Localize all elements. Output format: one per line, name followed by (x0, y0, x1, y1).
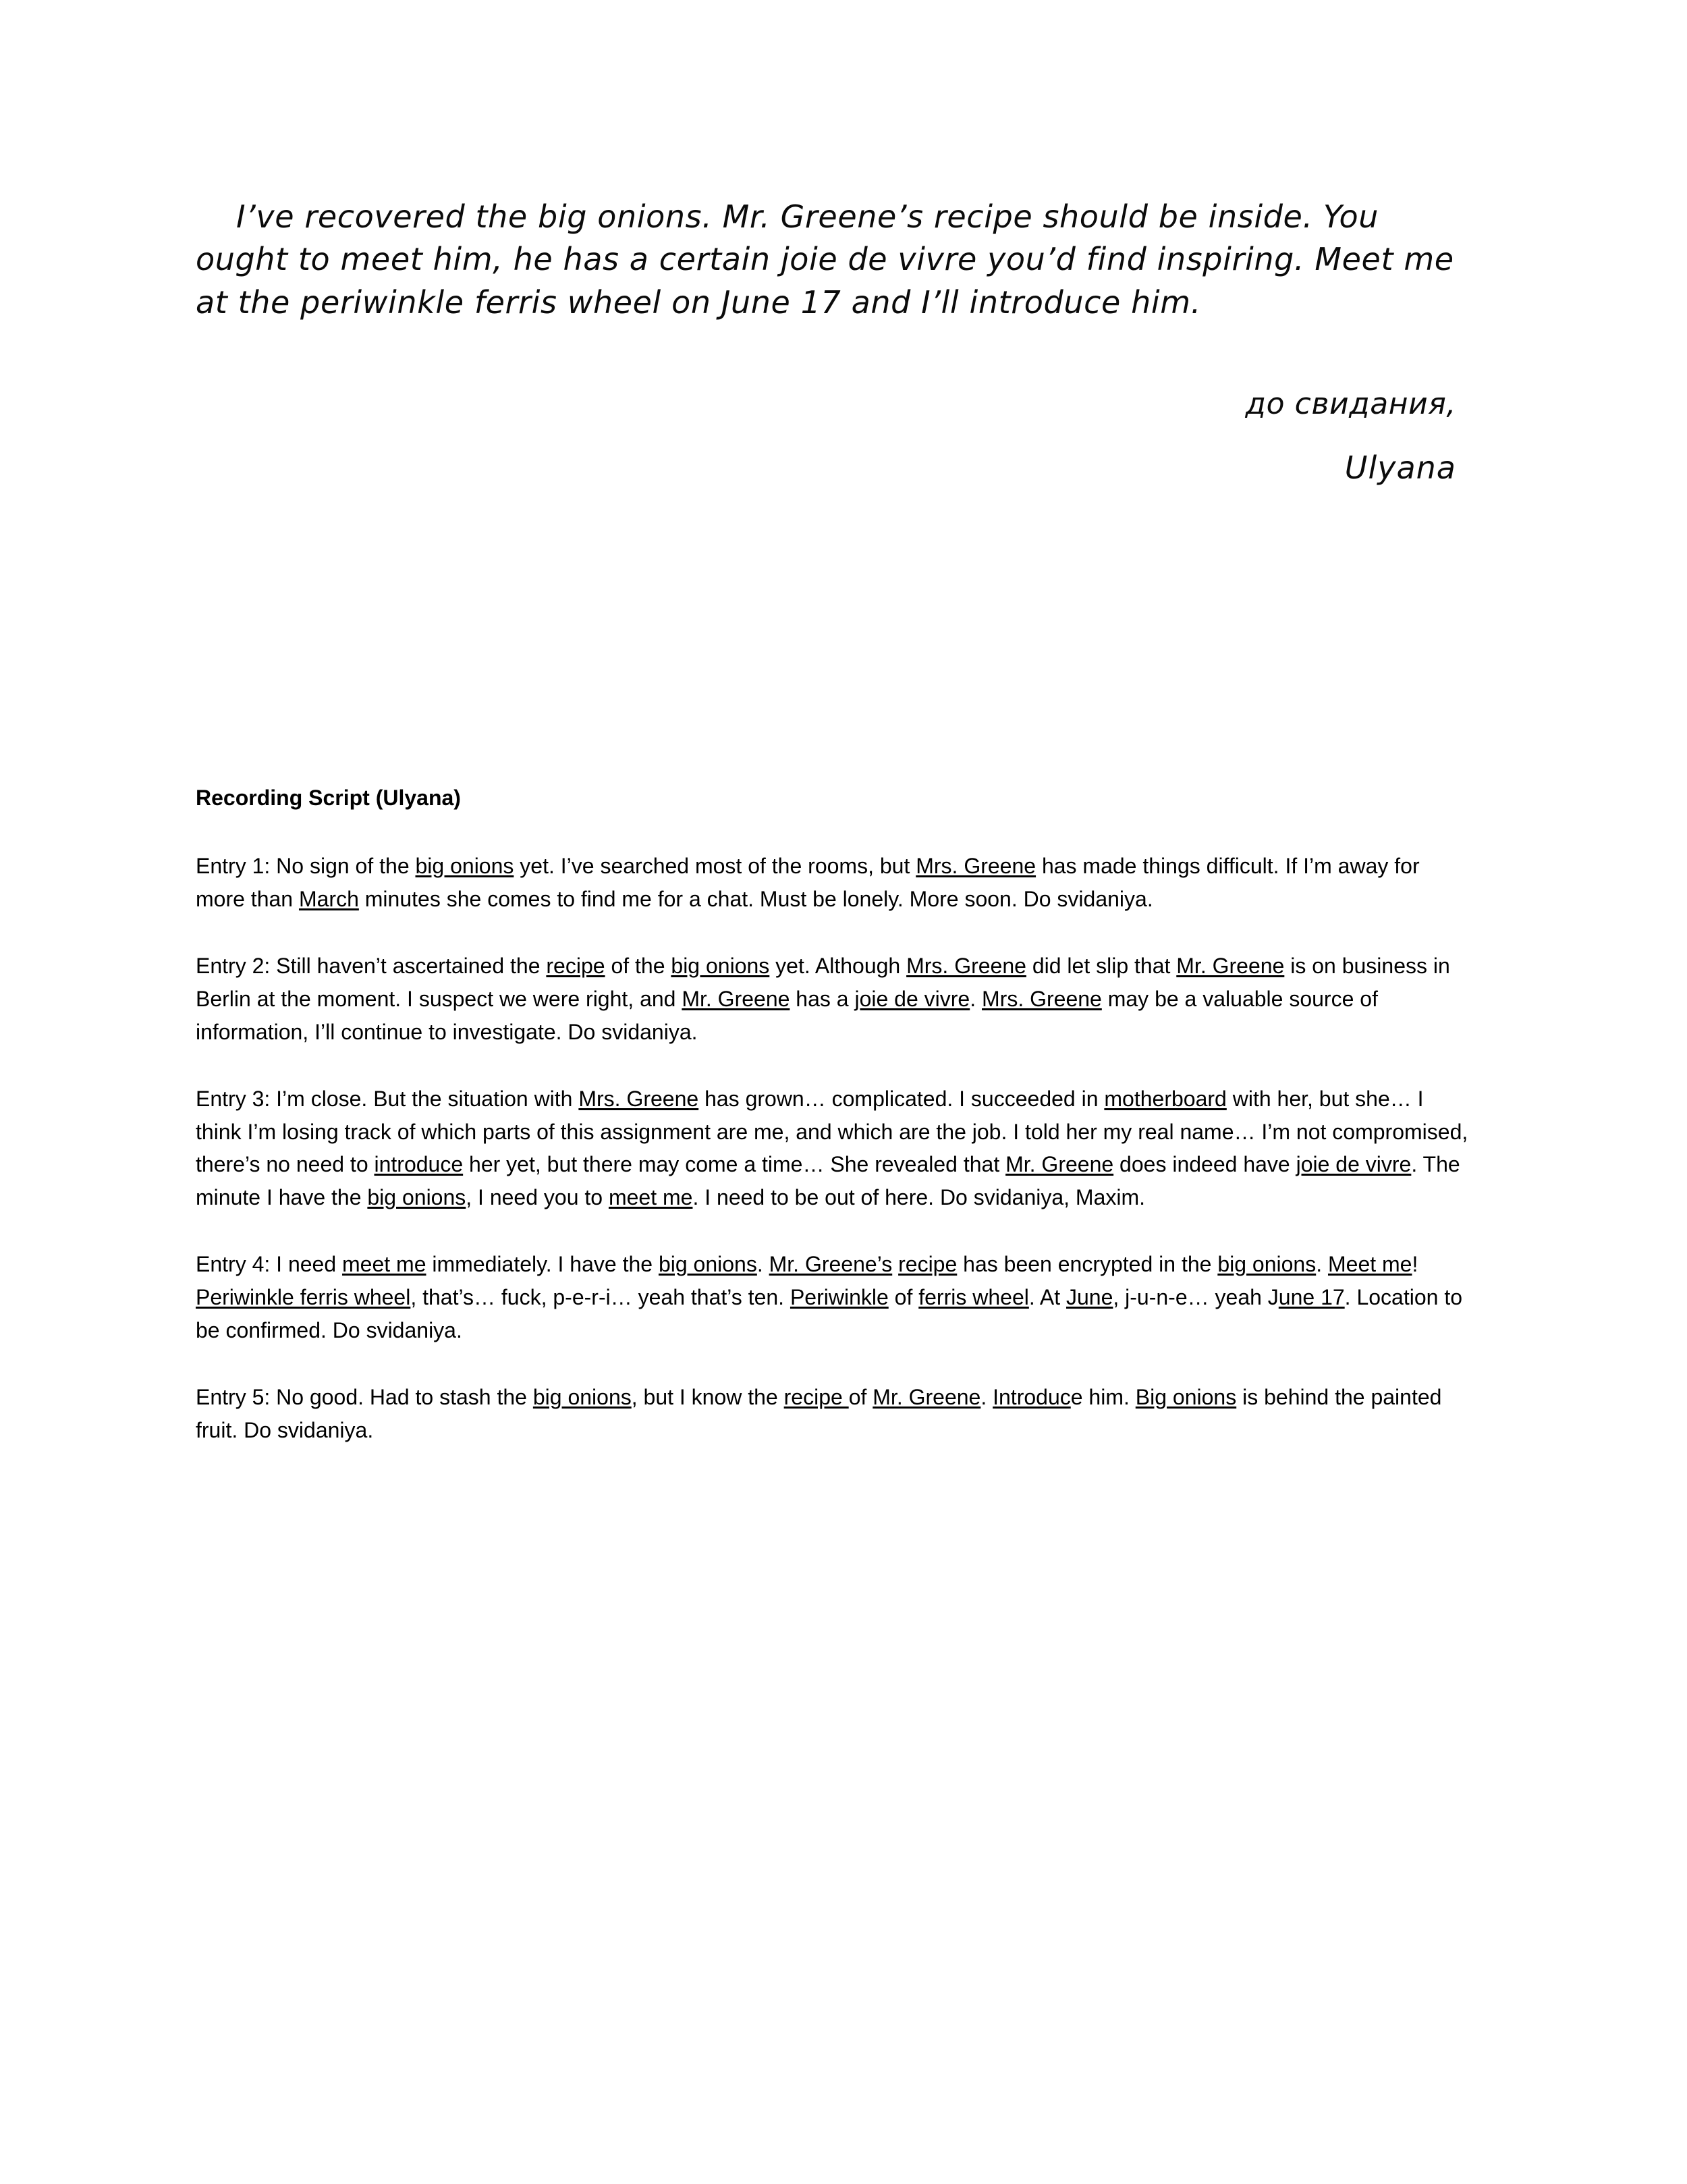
entry-text: yet. Although (769, 953, 907, 978)
entry-1 (196, 850, 1468, 916)
keyword-underlined: Meet me (1327, 1252, 1412, 1277)
entry-text: is behind the painted fruit. Do svidaniya. (196, 1385, 1442, 1443)
keyword-underlined: Mrs. Greene (906, 953, 1026, 978)
entry-text: , j-u-n-e… yeah J (1113, 1285, 1279, 1310)
entry-text: , I need you to (466, 1185, 609, 1210)
entry-text: Entry 5: No good. Had to stash the (196, 1385, 533, 1410)
keyword-underlined: Mr. Greene (682, 986, 790, 1011)
keyword-underlined: big onions (532, 1385, 632, 1410)
entry-text: has a (790, 986, 855, 1011)
keyword-underlined: joie de vivre (854, 986, 970, 1011)
keyword-underlined: recipe (898, 1252, 958, 1277)
entry-text: . (1316, 1252, 1328, 1277)
entry-text: ! (1412, 1252, 1418, 1277)
entry-text: , but I know the (631, 1385, 784, 1410)
keyword-underlined: recipe (783, 1385, 849, 1410)
entry-text: of the (605, 953, 671, 978)
keyword-underlined: recipe (546, 953, 605, 978)
entry-text: . (970, 986, 982, 1011)
entry-5 (196, 1381, 1468, 1447)
entry-text: of (888, 1285, 919, 1310)
entry-text: Entry 2: Still haven’t ascertained the (196, 953, 547, 978)
keyword-underlined: Periwinkle ferris wheel (196, 1285, 411, 1310)
keyword-underlined: meet me (608, 1185, 693, 1210)
keyword-underlined: big onions (1217, 1252, 1317, 1277)
entry-text: Entry 4: I need (196, 1252, 343, 1277)
keyword-underlined: Mrs. Greene (982, 986, 1102, 1011)
entry-text: has grown… complicated. I succeeded in (698, 1086, 1105, 1111)
entry-text: may be a valuable source of information, I’ll continue to investigate. Do svidaniya. (196, 986, 1378, 1044)
keyword-underlined: joie de vivre (1296, 1152, 1412, 1177)
entry-text: with her, but she… I think I’m losing track of which parts of this assignment are me, and which are the job. I told her my real name… I’m not compromised, there’s no need to (196, 1086, 1468, 1177)
keyword-underlined: Mr. Greene (1176, 953, 1285, 978)
entry-text: did let slip that (1026, 953, 1177, 978)
recording-script-title: Recording Script (Ulyana) (196, 786, 461, 810)
entry-text: her yet, but there may come a time… She revealed that (463, 1152, 1006, 1177)
entry-text: . At (1028, 1285, 1066, 1310)
recording-script-section (196, 783, 1468, 1447)
letter-body-text: I’ve recovered the big onions. Mr. Greene’s recipe should be inside. You ought to meet him, he has a certain joie de vivre you’d find inspiring. Meet me at the periwinkle ferris wheel on June 17 and I’ll introduce him. (196, 198, 1454, 321)
entry-text: . (980, 1385, 993, 1410)
entry-text: Entry 1: No sign of the (196, 853, 416, 878)
entry-3 (196, 1083, 1468, 1215)
letter-signature: Ulyana (1344, 449, 1456, 487)
keyword-underlined: une 17 (1278, 1285, 1345, 1310)
keyword-underlined: Introduc (993, 1385, 1071, 1410)
keyword-underlined: meet me (342, 1252, 426, 1277)
entry-text: . The minute I have the (196, 1152, 1460, 1210)
keyword-underlined: Big onions (1135, 1385, 1237, 1410)
keyword-underlined: Mr. Greene’s (769, 1252, 893, 1277)
recording-script-entries (196, 850, 1468, 1447)
keyword-underlined: Mrs. Greene (916, 853, 1036, 878)
keyword-underlined: Mr. Greene (873, 1385, 981, 1410)
entry-text: has been encrypted in the (957, 1252, 1218, 1277)
keyword-underlined: Mrs. Greene (578, 1086, 699, 1111)
entry-text: is on business in Berlin at the moment. I suspect we were right, and (196, 953, 1450, 1011)
entry-text: minutes she comes to find me for a chat. Must be lonely. More soon. Do svidaniya. (358, 886, 1153, 911)
keyword-underlined: big onions (658, 1252, 757, 1277)
letter-signoff: до свидания, (1245, 387, 1456, 422)
keyword-underlined: big onions (415, 853, 514, 878)
entry-text: . (756, 1252, 769, 1277)
entry-text: does indeed have (1113, 1152, 1296, 1177)
keyword-underlined: motherboard (1104, 1086, 1227, 1111)
keyword-underlined: March (298, 886, 359, 911)
entry-2 (196, 950, 1468, 1049)
keyword-underlined: Mr. Greene (1005, 1152, 1114, 1177)
entry-text: immediately. I have the (426, 1252, 659, 1277)
keyword-underlined: June (1066, 1285, 1113, 1310)
entry-text: yet. I’ve searched most of the rooms, but (514, 853, 916, 878)
entry-text: , that’s… fuck, p-e-r-i… yeah that’s ten. (410, 1285, 790, 1310)
entry-text: e him. (1070, 1385, 1136, 1410)
keyword-underlined: big onions (671, 953, 770, 978)
entry-4 (196, 1248, 1468, 1347)
entry-text: . Location to be confirmed. Do svidaniya. (196, 1285, 1463, 1343)
entry-text: has made things difficult. If I’m away for more than (196, 853, 1420, 911)
entry-text: of (848, 1385, 873, 1410)
handwritten-letter (196, 196, 1471, 486)
keyword-underlined: Periwinkle (790, 1285, 889, 1310)
keyword-underlined: introduce (374, 1152, 464, 1177)
keyword-underlined: ferris wheel (918, 1285, 1029, 1310)
entry-text (892, 1252, 898, 1276)
entry-text: Entry 3: I’m close. But the situation with (196, 1086, 579, 1111)
entry-text: . I need to be out of here. Do svidaniya, Maxim. (692, 1185, 1146, 1210)
keyword-underlined: big onions (367, 1185, 466, 1210)
